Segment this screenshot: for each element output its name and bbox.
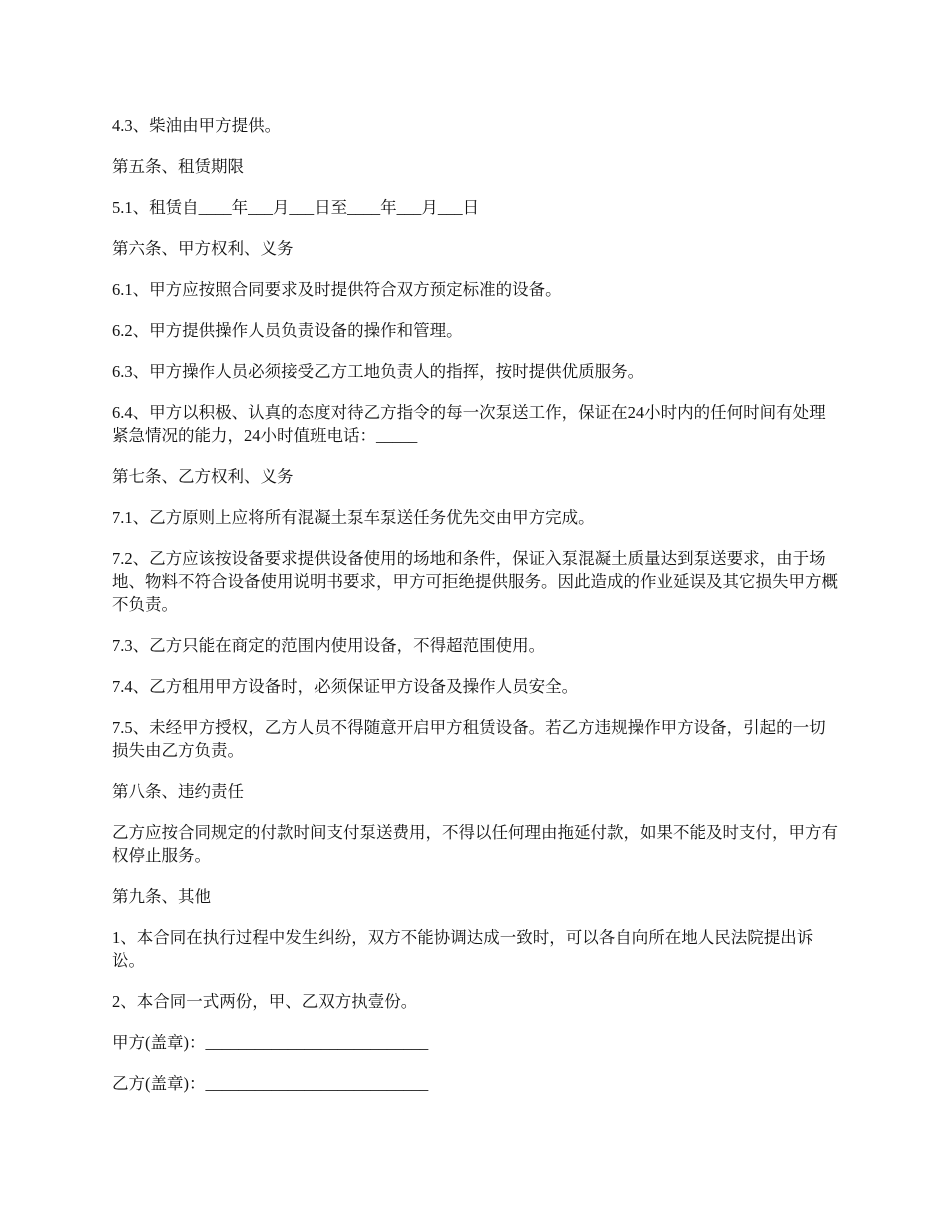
clause-6-2: 6.2、甲方提供操作人员负责设备的操作和管理。 [112, 321, 463, 340]
clause-8-breach: 乙方应按合同规定的付款时间支付泵送费用，不得以任何理由拖延付款，如果不能及时支付，甲方有权停止服务。 [112, 823, 838, 865]
section-heading-8: 第八条、违约责任 [112, 782, 244, 801]
clause-4-3: 4.3、柴油由甲方提供。 [112, 116, 282, 135]
section-heading-9: 第九条、其他 [112, 887, 211, 906]
clause-7-5: 7.5、未经甲方授权，乙方人员不得随意开启甲方租赁设备。若乙方违规操作甲方设备，引起的一切损失由乙方负责。 [112, 718, 826, 760]
clause-5-1: 5.1、租赁自____年___月___日至____年___月___日 [112, 198, 480, 217]
clause-9-2: 2、本合同一式两份，甲、乙双方执壹份。 [112, 992, 418, 1011]
clause-7-2: 7.2、乙方应该按设备要求提供设备使用的场地和条件，保证入泵混凝土质量达到泵送要求，由于场地、物料不符合设备使用说明书要求，甲方可拒绝提供服务。因此造成的作业延误及其它损失甲方概不负责。 [112, 549, 838, 614]
section-heading-5: 第五条、租赁期限 [112, 157, 244, 176]
party-a-signature-line: 甲方(盖章)：___________________________ [112, 1033, 429, 1052]
clause-9-1: 1、本合同在执行过程中发生纠纷，双方不能协调达成一致时，可以各自向所在地人民法院提出诉讼。 [112, 928, 814, 970]
clause-7-3: 7.3、乙方只能在商定的范围内使用设备，不得超范围使用。 [112, 636, 546, 655]
party-b-signature-line: 乙方(盖章)：___________________________ [112, 1074, 429, 1093]
clause-7-4: 7.4、乙方租用甲方设备时，必须保证甲方设备及操作人员安全。 [112, 677, 579, 696]
section-heading-7: 第七条、乙方权利、义务 [112, 467, 294, 486]
clause-6-1: 6.1、甲方应按照合同要求及时提供符合双方预定标准的设备。 [112, 280, 562, 299]
clause-6-4: 6.4、甲方以积极、认真的态度对待乙方指令的每一次泵送工作，保证在24小时内的任何时间有处理紧急情况的能力，24小时值班电话：_____ [112, 403, 826, 445]
clause-6-3: 6.3、甲方操作人员必须接受乙方工地负责人的指挥，按时提供优质服务。 [112, 362, 645, 381]
document-body [112, 114, 842, 1113]
clause-7-1: 7.1、乙方原则上应将所有混凝土泵车泵送任务优先交由甲方完成。 [112, 508, 595, 527]
section-heading-6: 第六条、甲方权利、义务 [112, 239, 294, 258]
